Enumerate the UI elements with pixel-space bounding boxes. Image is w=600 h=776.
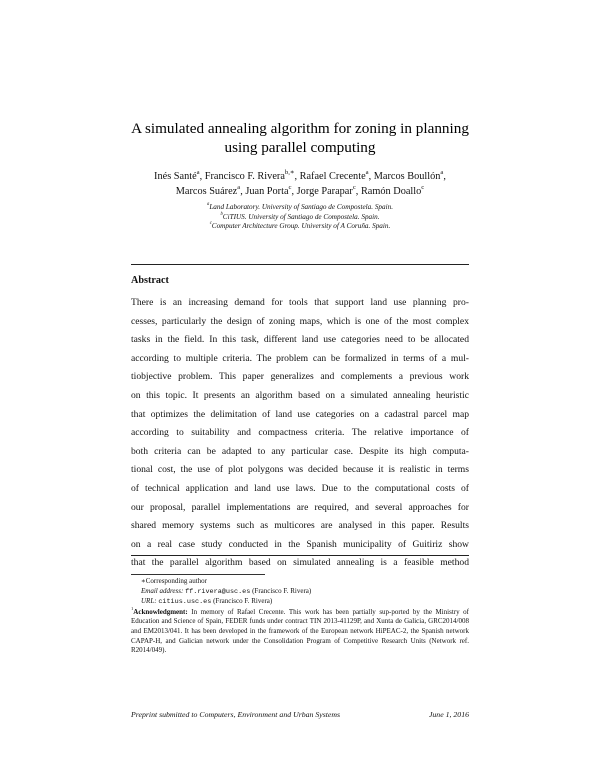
abstract-line: tasks in the field. In this task, different land use categories need to be allocated [131, 334, 469, 346]
affiliation-item [0, 222, 600, 232]
abstract-line: according to suitability and compactness criteria. The relative importance of [131, 427, 469, 439]
author-name: Rafael Crecente [299, 171, 366, 182]
abstract-line: shared memory systems such as multicores are analysed in this paper. Results [131, 520, 469, 532]
url-label: URL: [141, 597, 157, 606]
email-label: Email address: [141, 586, 184, 595]
email-link[interactable]: ff.rivera@usc.es [185, 587, 251, 596]
affiliation-text: Land Laboratory. University of Santiago de Compostela. Spain. [209, 203, 393, 211]
abstract-line: that optimizes the delimitation of land use categories on a cadastral parcel map [131, 408, 469, 420]
author-affil-marker: a [196, 168, 200, 176]
email-owner: (Francisco F. Rivera) [252, 586, 312, 595]
abstract-line: There is an increasing demand for tools that support land use planning pro- [131, 297, 469, 308]
affiliation-marker: b [220, 211, 223, 217]
author-name: Francisco F. Rivera [204, 171, 285, 182]
author-name: Marcos Boullón [373, 171, 441, 182]
author-affil-marker: c [421, 183, 425, 191]
footer-date: June 1, 2016 [428, 710, 469, 719]
abstract-line: of technical application and land use laws. Due to the computational costs of [131, 482, 469, 494]
abstract-line: according to multiple criteria. The problem can be formalized in terms of a mul- [131, 352, 469, 364]
abstract-body [131, 294, 469, 573]
abstract-line: that the parallel algorithm based on simulated annealing is a feasible method [131, 557, 469, 569]
footnotes [131, 577, 469, 656]
abstract-line: tiobjective problem. This paper generalizes and complements a previous work [131, 371, 469, 383]
ack-label: Acknowledgment: [133, 607, 188, 616]
author-line-1: Inés Santé$^a$, Francisco F. Rivera$^{b,∗}$, Rafael Crecente$^a$, Marcos Boullón$^a$, [154, 168, 446, 182]
footnote-rule [131, 574, 265, 575]
abstract-line: our proposal, parallel implementations are required, and several approaches for [131, 501, 469, 513]
abstract-bottom-rule [131, 555, 469, 556]
author-list [0, 169, 600, 199]
abstract-heading: Abstract [131, 275, 169, 286]
url-note [131, 597, 469, 608]
paper-title [0, 119, 600, 157]
author-affil-marker: b,∗ [284, 168, 295, 176]
author-affil-marker: a [365, 168, 369, 176]
affiliation-text: Computer Architecture Group. University of A Coruña. Spain. [211, 222, 391, 231]
affiliation-list [0, 203, 600, 232]
author-affil-marker: a [237, 183, 241, 191]
author-name: Inés Santé [154, 171, 197, 182]
email-note [131, 587, 469, 598]
affiliation-item [0, 203, 600, 213]
author-name: Juan Porta [245, 186, 289, 197]
abstract-top-rule [131, 264, 469, 265]
affiliation-text: CiTIUS. University of Santiago de Compostela. Spain. [222, 212, 380, 221]
author-line-2: Marcos Suárez$^a$, Juan Porta$^c$, Jorge Parapar$^c$, Ramón Doallo$^c$ [175, 183, 425, 197]
title-line-1: A simulated annealing algorithm for zoning in planning [131, 120, 469, 137]
abstract-line: on this topic. It presents an algorithm based on a simulated annealing heuristic [131, 389, 469, 401]
url-owner: (Francisco F. Rivera) [213, 597, 273, 606]
abstract-line: tional cost, the use of plot polygons was decided because it is realistic in terms [131, 464, 469, 476]
affiliation-item [0, 213, 600, 223]
ack-text: In memory of Rafael Crecente. This work has been partially sup-ported by the Ministry of Education and Science of Spain, FEDER funds under contract TIN 2013-41129P, and Xunta de Galicia, GRC2014/008 and EM2013/041. It has been developed in the framework of the European network HiPEAC-2, the Spanish network CAPAP-H, and Galician network under the Consolidation Program of Competitive Research Units (Network ref. R2014/049). [131, 607, 469, 655]
ack-marker: 1 [131, 606, 134, 611]
title-line-2: using parallel computing [224, 139, 376, 156]
corresponding-author-note: ∗Corresponding author [141, 577, 207, 585]
author-name: Marcos Suárez [175, 186, 238, 197]
acknowledgment-note [131, 608, 469, 656]
author-affil-marker: a [440, 168, 444, 176]
abstract-line: cesses, particularly the design of zoning maps, which is one of the most complex [131, 315, 469, 327]
url-link[interactable]: citius.usc.es [158, 598, 212, 607]
author-affil-marker: c [352, 183, 356, 191]
abstract-line: on a real case study conducted in the Spanish municipality of Guitiriz show [131, 538, 469, 550]
page-footer [131, 710, 469, 719]
affiliation-marker: a [206, 202, 210, 208]
author-name: Jorge Parapar [296, 186, 353, 197]
author-affil-marker: c [288, 183, 292, 191]
footer-journal: Preprint submitted to Computers, Environment and Urban Systems [131, 710, 341, 719]
affiliation-marker: c [209, 221, 212, 227]
abstract-line: both criteria can be adapted to any particular case. Despite its high computa- [131, 445, 469, 457]
author-name: Ramón Doallo [360, 186, 422, 197]
